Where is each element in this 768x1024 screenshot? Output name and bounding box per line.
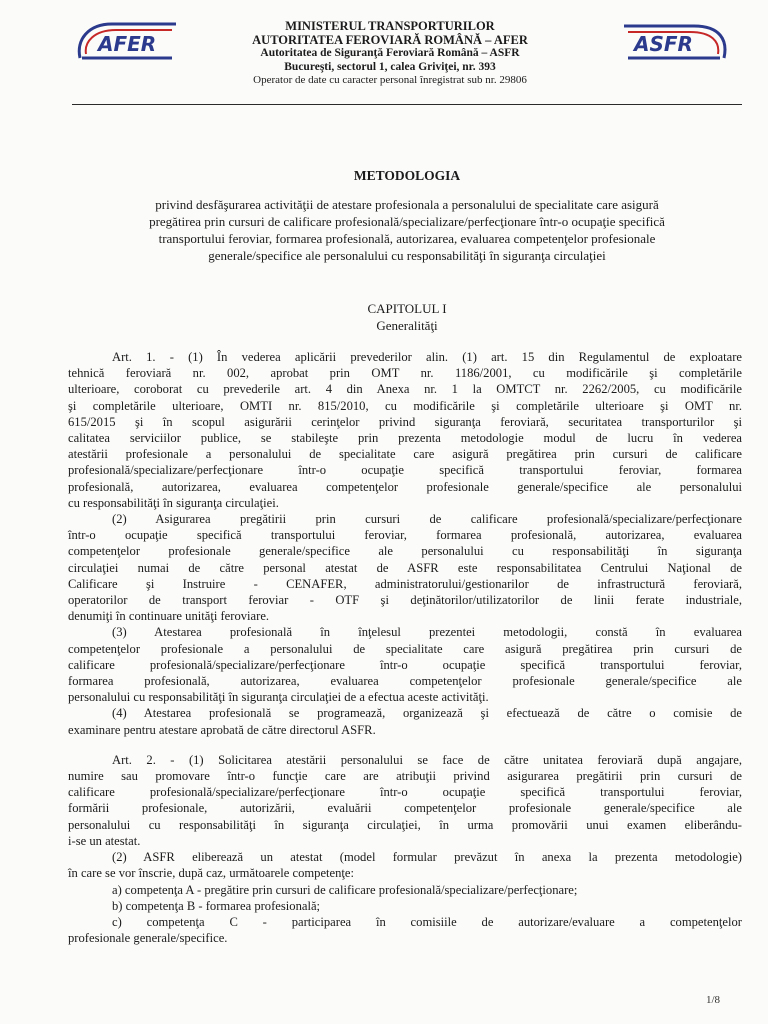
institution-header (200, 20, 580, 88)
svg-text:AFER: AFER (98, 32, 157, 56)
text-line: (2) Asigurarea pregătirii prin cursuri de calificare profesională/specializare/perfecţionare (112, 512, 742, 527)
text-line: 615/2015 şi în scopul asigurării cerinţelor privind siguranţa feroviară, securitatea transporturilor şi (68, 414, 742, 429)
article-1-paragraph-4 (68, 705, 742, 737)
authority-name: AUTORITATEA FEROVIARĂ ROMÂNĂ – AFER (252, 32, 528, 47)
text-line: numire sau promovare într-o funcţie care are atribuţii privind asigurarea pregătirii prin cursuri de (68, 769, 742, 784)
safety-authority-name: Autoritatea de Siguranţă Feroviară Română – ASFR (260, 47, 520, 59)
text-line: ulterioare, coroborat cu prevederile art. 4 din Anexa nr. 1 la OMTCT nr. 2262/2005, cu modificările (68, 382, 742, 397)
text-line: competenţelor profesionale a personalului de specialitate care asigură pregătirea prin cursuri de (68, 641, 742, 656)
text-line: Art. 2. - (1) Solicitarea atestării personalului se face de către unitatea feroviară după angajare, (112, 752, 742, 767)
text-line: calificare profesională/specializare/perfecţionare într-o ocupaţie specifică transportului feroviar, (68, 657, 742, 672)
text-line: (2) ASFR eliberează un atestat (model formular prevăzut în anexa la prezenta metodologie) (112, 850, 742, 865)
document-title: METODOLOGIA (353, 168, 461, 183)
text-line: examinare pentru atestare aprobată de către directorul ASFR. (68, 722, 376, 737)
chapter-name: Generalităţi (376, 318, 438, 333)
text-line: tehnică feroviară nr. 002, aprobat prin OMT nr. 1186/2001, cu modificările şi completările (68, 366, 742, 381)
text-line: i-se un atestat. (68, 833, 141, 848)
text-line: calificare profesională/specializare/perfecţionare într-o ocupaţie specifică transportului feroviar, (68, 785, 742, 800)
article-1-paragraph-1 (68, 349, 742, 511)
subtitle-line: transportului feroviar, formarea profesională, autorizarea, evaluarea competenţelor profesionale (158, 231, 656, 246)
text-line: Art. 1. - (1) În vederea aplicării prevederilor alin. (1) art. 15 din Regulamentul de exploatare (112, 350, 742, 364)
text-line: (4) Atestarea profesională se programează, organizează şi efectuează de către o comisie de (112, 706, 742, 721)
article-2-paragraph-2 (68, 849, 742, 881)
header-divider (72, 104, 742, 105)
text-line: într-o ocupaţie specifică transportului feroviar, formarea profesională, autorizarea, evaluarea (68, 528, 742, 543)
chapter-number: CAPITOLUL I (367, 301, 447, 316)
article-1-paragraph-3 (68, 624, 742, 705)
subtitle-line: pregătirea prin cursuri de calificare profesională/specializare/perfecţionare într-o ocupaţie specifică (149, 214, 665, 229)
asfr-logo (620, 18, 732, 66)
document-subtitle (72, 196, 742, 264)
text-line: şi completările ulterioare, OMTI nr. 815/2010, cu modificările şi completările ulterioare şi OMT nr. (68, 398, 742, 413)
text-line: personalului cu responsabilităţi în siguranţa circulaţiei, în urma promovării unui examen eliberându- (68, 817, 742, 832)
text-line: cu responsabilităţi în siguranţa circulaţiei. (68, 495, 279, 510)
subtitle-line: generale/specifice ale personalului cu responsabilităţi în siguranţa circulaţiei (208, 248, 606, 263)
article-2-paragraph-1 (68, 752, 742, 849)
document-body (68, 349, 742, 946)
text-line: circulaţiei numai de către personal atestat de ASFR este responsabilitatea Centrului Naţional de (68, 560, 742, 575)
text-line: profesionale generale/specifice. (68, 931, 228, 946)
text-line: profesională/specializare/perfecţionare într-o ocupaţie specifică transportului feroviar, formarea (68, 463, 742, 478)
text-line: Calificare şi Instruire - CENAFER, administratorului/gestionarilor de infrastructură feroviară, (68, 576, 742, 591)
chapter-heading (72, 300, 742, 334)
page-number: 1/8 (706, 994, 721, 1006)
competence-list (68, 882, 742, 947)
svg-text:ASFR: ASFR (634, 32, 693, 56)
data-operator-note: Operator de date cu caracter personal înregistrat sub nr. 29806 (253, 74, 527, 86)
text-line: (3) Atestarea profesională în înţelesul prezentei metodologii, constă în evaluarea (112, 625, 742, 640)
text-line: denumiţi în continuare unităţi feroviare. (68, 609, 270, 624)
list-item: c) competenţa C - participarea în comisiile de autorizare/evaluare a competenţelor (112, 914, 742, 929)
list-item: b) competenţa B - formarea profesională; (112, 898, 321, 913)
text-line: profesională, autorizarea, evaluarea competenţelor profesionale generale/specifice ale personalului (68, 479, 742, 494)
text-line: personalului cu responsabilităţi în siguranţa circulaţiei de a efectua aceste activităţi. (68, 690, 489, 705)
text-line: competenţelor profesionale generale/specifice ale personalului cu responsabilităţi în siguranţa (68, 544, 742, 559)
article-1-paragraph-2 (68, 511, 742, 624)
ministry-name: MINISTERUL TRANSPORTURILOR (285, 19, 495, 33)
text-line: atestării profesionale a personalului de specialitate care asigură pregătirea prin cursuri de calificare (68, 447, 742, 462)
address: Bucureşti, sectorul 1, calea Griviţei, nr. 393 (284, 60, 496, 73)
text-line: în care se vor înscrie, după caz, următoarele competenţe: (68, 866, 355, 881)
afer-logo (72, 18, 182, 66)
list-item: a) competenţa A - pregătire prin cursuri de calificare profesională/specializare/perfecţionare; (112, 882, 578, 897)
text-line: formarea profesională, autorizarea, evaluarea competenţelor profesionale generale/specifice ale (68, 674, 742, 689)
text-line: formării profesionale, autorizării, evaluării competenţelor profesionale generale/specifice ale (68, 801, 742, 816)
text-line: calitatea serviciilor publice, se stabileşte prin prezenta metodologie modul de lucru în vederea (68, 431, 742, 446)
text-line: operatorilor de transport feroviar - OTF şi deţinătorilor/utilizatorilor de linii ferate industriale, (68, 593, 742, 608)
subtitle-line: privind desfăşurarea activităţii de atestare profesionala a personalului de specialitate care asigură (155, 197, 659, 212)
